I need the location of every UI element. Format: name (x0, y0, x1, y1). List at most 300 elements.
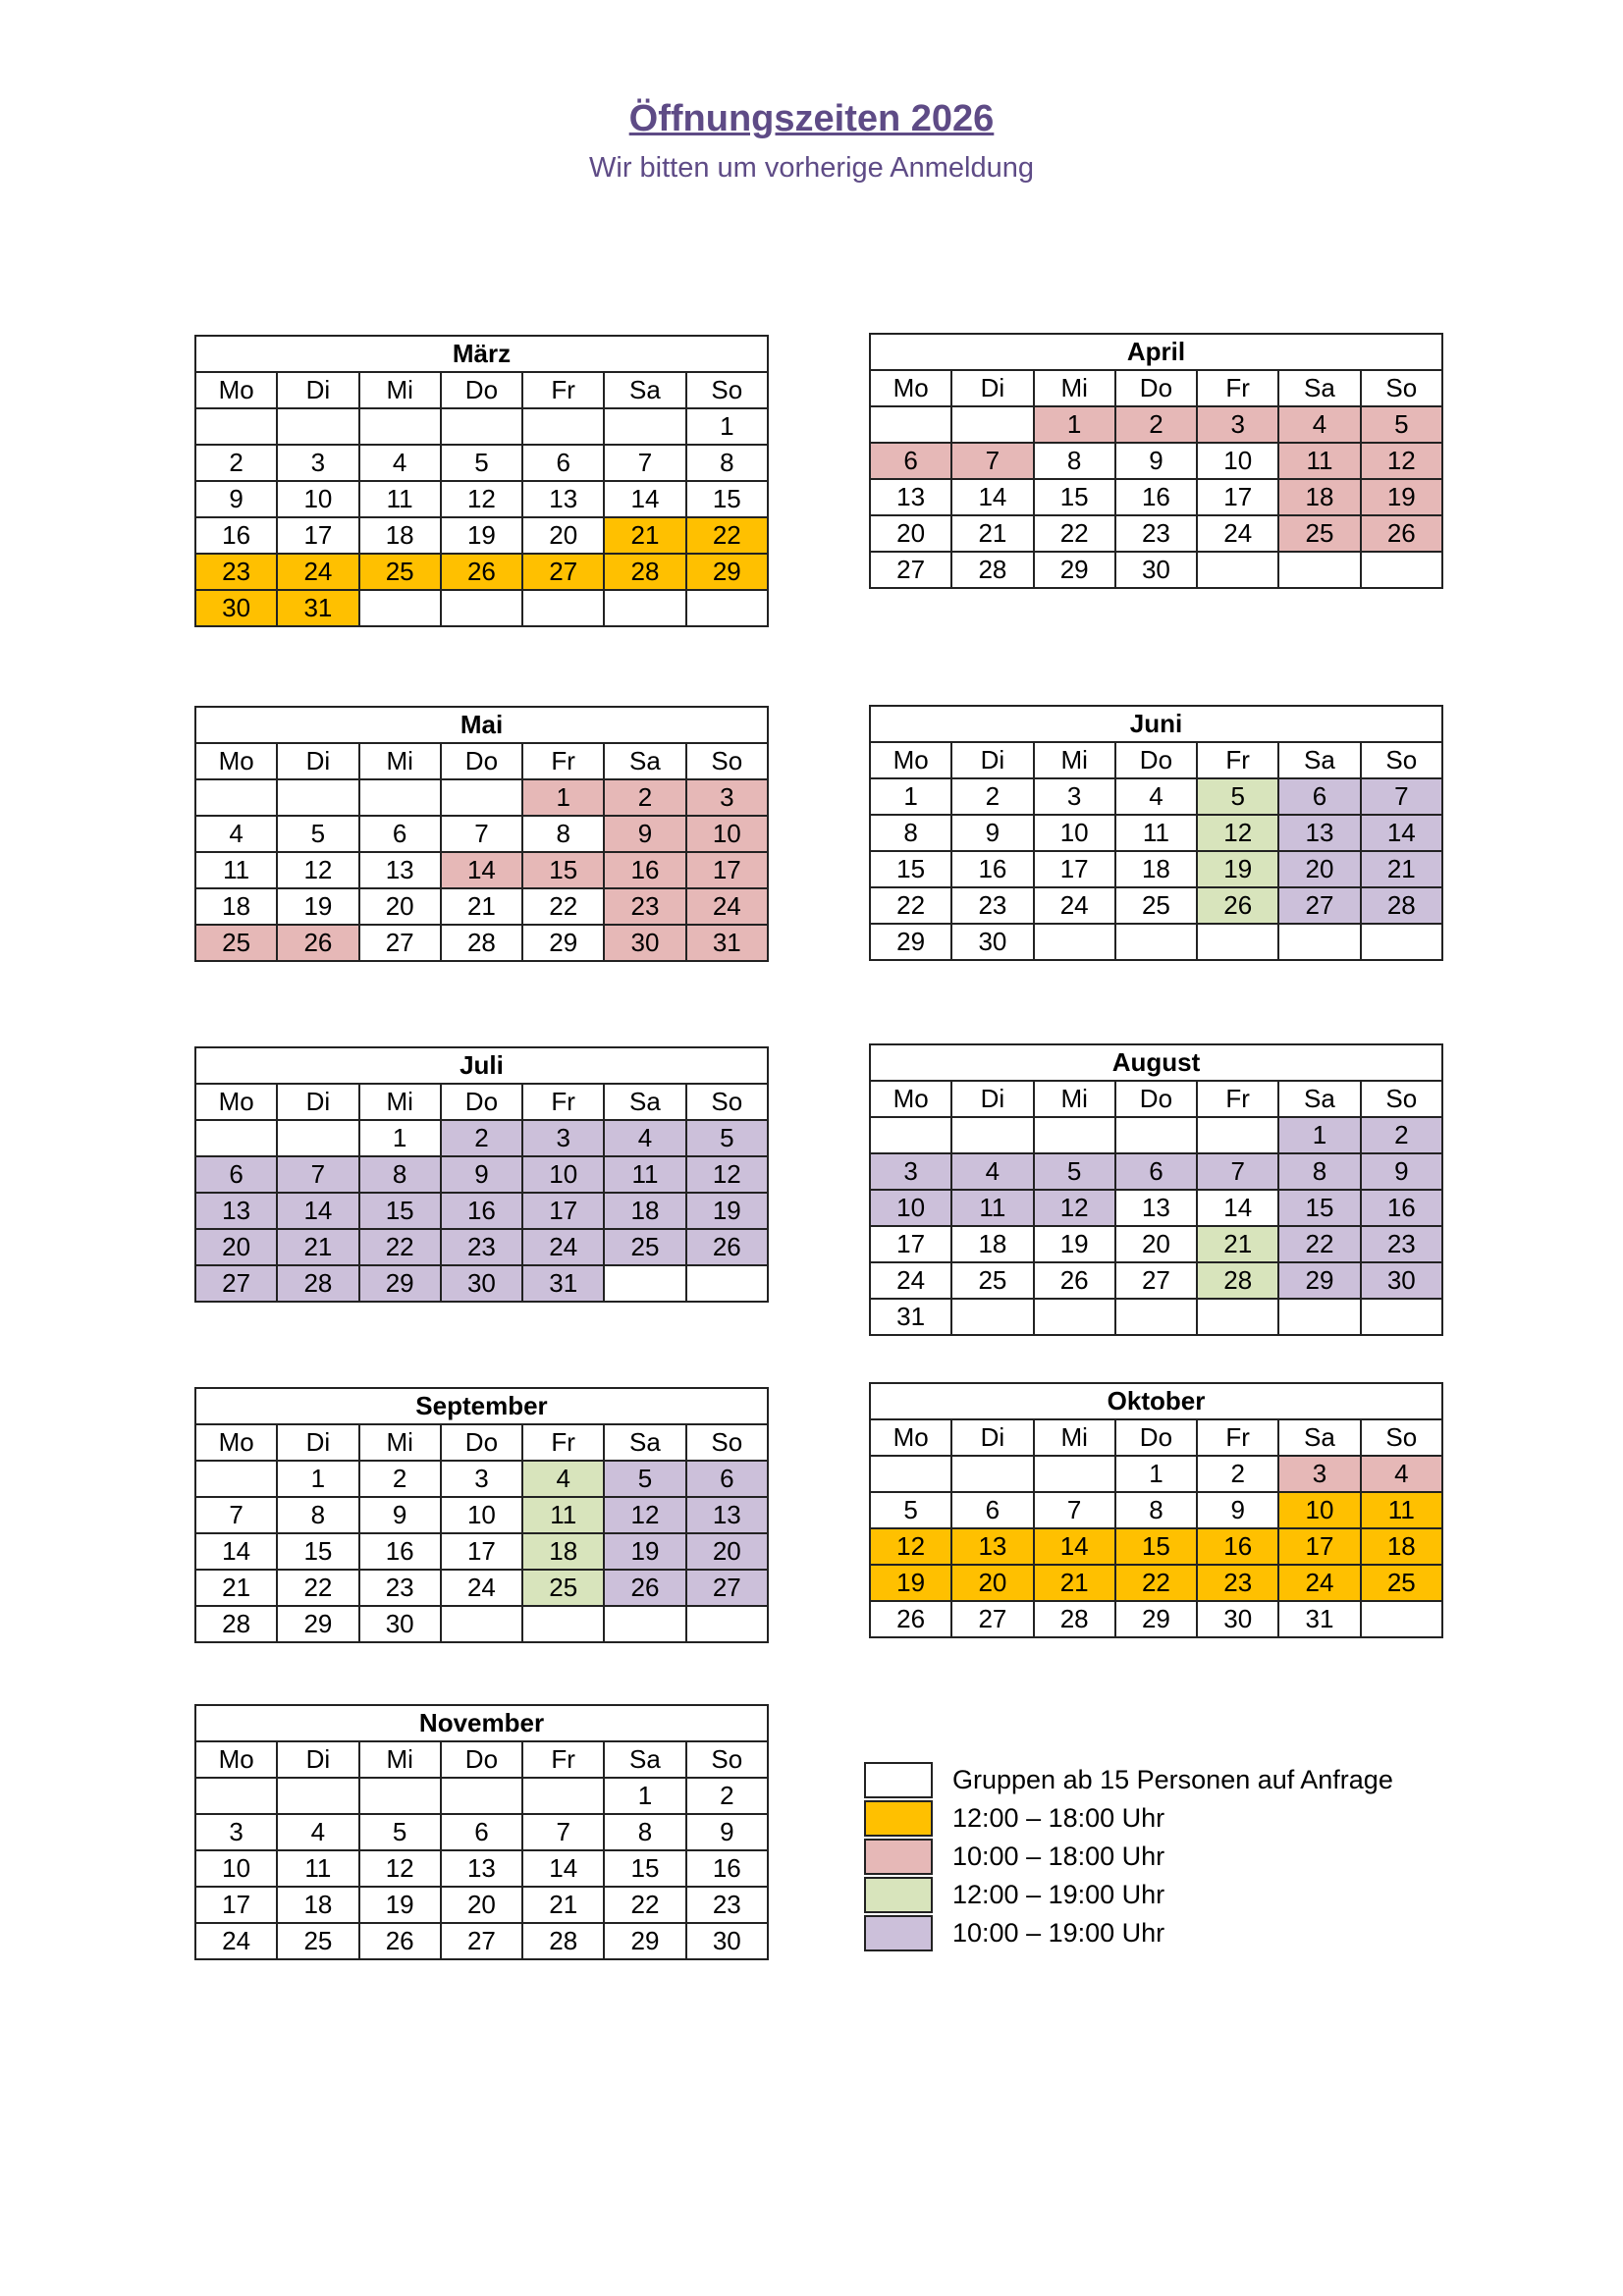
day-cell: 23 (359, 1570, 441, 1606)
day-cell: 10 (277, 481, 358, 517)
day-cell: 14 (277, 1193, 358, 1229)
day-cell: 8 (1278, 1153, 1360, 1190)
weekday-header: Do (441, 743, 522, 779)
day-cell: 29 (1034, 552, 1115, 588)
day-cell: 28 (441, 925, 522, 961)
day-cell: 15 (870, 851, 951, 887)
day-cell: 25 (1115, 887, 1197, 924)
calendar-november (194, 1704, 769, 1960)
day-cell: 12 (1361, 443, 1442, 479)
day-cell: 7 (1034, 1492, 1115, 1528)
weekday-header: Do (1115, 1081, 1197, 1117)
day-cell: 7 (1197, 1153, 1278, 1190)
legend-swatch (864, 1877, 933, 1913)
day-cell: 16 (604, 852, 685, 888)
day-cell: 12 (1197, 815, 1278, 851)
weekday-header: Mi (359, 1741, 441, 1778)
day-cell: 14 (951, 479, 1033, 515)
legend-label: 10:00 – 19:00 Uhr (952, 1918, 1165, 1948)
day-cell: 1 (1115, 1456, 1197, 1492)
day-cell: 30 (195, 590, 277, 626)
day-cell: 21 (522, 1887, 604, 1923)
weekday-header: So (686, 1424, 768, 1461)
empty-cell (686, 1265, 768, 1302)
day-cell: 15 (359, 1193, 441, 1229)
day-cell: 18 (951, 1226, 1033, 1262)
day-cell: 11 (951, 1190, 1033, 1226)
day-cell: 16 (951, 851, 1033, 887)
day-cell: 29 (686, 554, 768, 590)
day-cell: 12 (277, 852, 358, 888)
weekday-header: Mi (359, 372, 441, 408)
day-cell: 1 (1034, 406, 1115, 443)
day-cell: 26 (604, 1570, 685, 1606)
day-cell: 19 (277, 888, 358, 925)
day-cell: 16 (1361, 1190, 1442, 1226)
calendar-august (869, 1043, 1443, 1336)
empty-cell (441, 1778, 522, 1814)
empty-cell (195, 1461, 277, 1497)
empty-cell (359, 779, 441, 816)
day-cell: 29 (604, 1923, 685, 1959)
empty-cell (1197, 1117, 1278, 1153)
weekday-header: Mo (870, 1419, 951, 1456)
day-cell: 13 (522, 481, 604, 517)
day-cell: 26 (359, 1923, 441, 1959)
day-cell: 12 (359, 1850, 441, 1887)
day-cell: 21 (277, 1229, 358, 1265)
day-cell: 19 (1197, 851, 1278, 887)
day-cell: 17 (1034, 851, 1115, 887)
day-cell: 25 (1361, 1565, 1442, 1601)
weekday-header: Mo (195, 743, 277, 779)
day-cell: 11 (277, 1850, 358, 1887)
day-cell: 14 (1361, 815, 1442, 851)
day-cell: 25 (951, 1262, 1033, 1299)
day-cell: 7 (522, 1814, 604, 1850)
empty-cell (1278, 1299, 1360, 1335)
empty-cell (1034, 924, 1115, 960)
month-title: Mai (195, 707, 768, 743)
empty-cell (522, 408, 604, 445)
weekday-header: Mi (1034, 1419, 1115, 1456)
day-cell: 3 (522, 1120, 604, 1156)
empty-cell (359, 408, 441, 445)
day-cell: 9 (686, 1814, 768, 1850)
day-cell: 7 (441, 816, 522, 852)
weekday-header: Sa (604, 1084, 685, 1120)
day-cell: 21 (1361, 851, 1442, 887)
day-cell: 16 (686, 1850, 768, 1887)
empty-cell (951, 406, 1033, 443)
day-cell: 31 (277, 590, 358, 626)
day-cell: 11 (604, 1156, 685, 1193)
day-cell: 2 (1197, 1456, 1278, 1492)
day-cell: 20 (1115, 1226, 1197, 1262)
day-cell: 4 (604, 1120, 685, 1156)
weekday-header: Fr (1197, 1419, 1278, 1456)
empty-cell (604, 1265, 685, 1302)
day-cell: 6 (359, 816, 441, 852)
day-cell: 10 (1034, 815, 1115, 851)
day-cell: 7 (1361, 778, 1442, 815)
weekday-header: Sa (1278, 1419, 1360, 1456)
day-cell: 24 (870, 1262, 951, 1299)
empty-cell (277, 408, 358, 445)
day-cell: 30 (359, 1606, 441, 1642)
day-cell: 29 (1115, 1601, 1197, 1637)
month-title: November (195, 1705, 768, 1741)
empty-cell (604, 408, 685, 445)
day-cell: 21 (951, 515, 1033, 552)
day-cell: 8 (522, 816, 604, 852)
weekday-header: Fr (522, 1424, 604, 1461)
legend-swatch (864, 1915, 933, 1951)
weekday-header: Di (277, 1424, 358, 1461)
day-cell: 23 (1361, 1226, 1442, 1262)
weekday-header: Mo (870, 1081, 951, 1117)
weekday-header: Mi (1034, 1081, 1115, 1117)
day-cell: 8 (870, 815, 951, 851)
day-cell: 14 (604, 481, 685, 517)
day-cell: 9 (1197, 1492, 1278, 1528)
day-cell: 24 (686, 888, 768, 925)
day-cell: 4 (359, 445, 441, 481)
day-cell: 23 (604, 888, 685, 925)
month-title: April (870, 334, 1442, 370)
day-cell: 11 (1278, 443, 1360, 479)
day-cell: 27 (1278, 887, 1360, 924)
day-cell: 23 (441, 1229, 522, 1265)
day-cell: 4 (951, 1153, 1033, 1190)
calendar-september (194, 1387, 769, 1643)
weekday-header: Sa (1278, 370, 1360, 406)
weekday-header: Sa (604, 743, 685, 779)
empty-cell (277, 779, 358, 816)
month-title: September (195, 1388, 768, 1424)
weekday-header: Fr (522, 1741, 604, 1778)
empty-cell (522, 590, 604, 626)
day-cell: 21 (604, 517, 685, 554)
day-cell: 28 (951, 552, 1033, 588)
weekday-header: Mi (359, 1424, 441, 1461)
day-cell: 22 (522, 888, 604, 925)
empty-cell (870, 1456, 951, 1492)
day-cell: 26 (1361, 515, 1442, 552)
day-cell: 2 (1361, 1117, 1442, 1153)
weekday-header: So (686, 372, 768, 408)
weekday-header: Di (951, 742, 1033, 778)
weekday-header: Mo (195, 1084, 277, 1120)
day-cell: 5 (1034, 1153, 1115, 1190)
day-cell: 8 (1115, 1492, 1197, 1528)
empty-cell (441, 779, 522, 816)
weekday-header: Mo (870, 742, 951, 778)
day-cell: 30 (1115, 552, 1197, 588)
empty-cell (951, 1456, 1033, 1492)
month-title: August (870, 1044, 1442, 1081)
day-cell: 23 (195, 554, 277, 590)
day-cell: 12 (686, 1156, 768, 1193)
empty-cell (277, 1120, 358, 1156)
weekday-header: Fr (1197, 370, 1278, 406)
day-cell: 13 (870, 479, 951, 515)
day-cell: 2 (441, 1120, 522, 1156)
day-cell: 16 (441, 1193, 522, 1229)
day-cell: 16 (195, 517, 277, 554)
day-cell: 4 (522, 1461, 604, 1497)
empty-cell (1034, 1456, 1115, 1492)
day-cell: 7 (604, 445, 685, 481)
day-cell: 4 (195, 816, 277, 852)
day-cell: 5 (1197, 778, 1278, 815)
empty-cell (686, 590, 768, 626)
day-cell: 10 (686, 816, 768, 852)
day-cell: 19 (359, 1887, 441, 1923)
day-cell: 18 (195, 888, 277, 925)
day-cell: 18 (1278, 479, 1360, 515)
day-cell: 2 (359, 1461, 441, 1497)
day-cell: 5 (604, 1461, 685, 1497)
day-cell: 6 (686, 1461, 768, 1497)
day-cell: 9 (195, 481, 277, 517)
day-cell: 30 (951, 924, 1033, 960)
weekday-header: Do (441, 1424, 522, 1461)
day-cell: 2 (604, 779, 685, 816)
empty-cell (870, 1117, 951, 1153)
day-cell: 14 (1034, 1528, 1115, 1565)
weekday-header: Do (1115, 1419, 1197, 1456)
day-cell: 3 (1197, 406, 1278, 443)
day-cell: 13 (951, 1528, 1033, 1565)
day-cell: 26 (686, 1229, 768, 1265)
day-cell: 1 (686, 408, 768, 445)
day-cell: 25 (522, 1570, 604, 1606)
day-cell: 27 (195, 1265, 277, 1302)
day-cell: 9 (359, 1497, 441, 1533)
empty-cell (195, 1120, 277, 1156)
day-cell: 2 (1115, 406, 1197, 443)
weekday-header: So (1361, 1081, 1442, 1117)
empty-cell (1361, 1299, 1442, 1335)
empty-cell (1361, 552, 1442, 588)
weekday-header: Do (1115, 370, 1197, 406)
day-cell: 25 (1278, 515, 1360, 552)
day-cell: 27 (870, 552, 951, 588)
day-cell: 29 (359, 1265, 441, 1302)
day-cell: 10 (870, 1190, 951, 1226)
day-cell: 10 (195, 1850, 277, 1887)
day-cell: 10 (441, 1497, 522, 1533)
day-cell: 27 (441, 1923, 522, 1959)
weekday-header: Mo (195, 372, 277, 408)
day-cell: 19 (686, 1193, 768, 1229)
day-cell: 1 (277, 1461, 358, 1497)
empty-cell (1197, 924, 1278, 960)
day-cell: 30 (1197, 1601, 1278, 1637)
day-cell: 6 (951, 1492, 1033, 1528)
day-cell: 28 (1034, 1601, 1115, 1637)
empty-cell (1115, 1299, 1197, 1335)
day-cell: 6 (441, 1814, 522, 1850)
empty-cell (1197, 1299, 1278, 1335)
empty-cell (870, 406, 951, 443)
empty-cell (1278, 924, 1360, 960)
day-cell: 11 (359, 481, 441, 517)
day-cell: 17 (277, 517, 358, 554)
day-cell: 8 (277, 1497, 358, 1533)
day-cell: 8 (1034, 443, 1115, 479)
day-cell: 13 (1278, 815, 1360, 851)
empty-cell (951, 1117, 1033, 1153)
weekday-header: Mi (1034, 742, 1115, 778)
weekday-header: Di (277, 743, 358, 779)
day-cell: 27 (686, 1570, 768, 1606)
empty-cell (1197, 552, 1278, 588)
day-cell: 17 (1278, 1528, 1360, 1565)
weekday-header: Di (277, 1084, 358, 1120)
day-cell: 20 (686, 1533, 768, 1570)
day-cell: 11 (1115, 815, 1197, 851)
day-cell: 3 (870, 1153, 951, 1190)
page-title: Öffnungszeiten 2026 (628, 98, 995, 139)
day-cell: 31 (1278, 1601, 1360, 1637)
day-cell: 24 (1034, 887, 1115, 924)
day-cell: 29 (522, 925, 604, 961)
day-cell: 13 (1115, 1190, 1197, 1226)
day-cell: 26 (870, 1601, 951, 1637)
day-cell: 10 (522, 1156, 604, 1193)
day-cell: 17 (870, 1226, 951, 1262)
day-cell: 22 (1115, 1565, 1197, 1601)
day-cell: 20 (195, 1229, 277, 1265)
calendar-april (869, 333, 1443, 589)
weekday-header: So (1361, 742, 1442, 778)
day-cell: 17 (195, 1887, 277, 1923)
calendar-juni (869, 705, 1443, 961)
day-cell: 15 (686, 481, 768, 517)
weekday-header: Mo (870, 370, 951, 406)
day-cell: 22 (604, 1887, 685, 1923)
weekday-header: Do (441, 372, 522, 408)
day-cell: 21 (1197, 1226, 1278, 1262)
day-cell: 30 (604, 925, 685, 961)
month-title: Oktober (870, 1383, 1442, 1419)
day-cell: 12 (604, 1497, 685, 1533)
day-cell: 27 (522, 554, 604, 590)
day-cell: 24 (1197, 515, 1278, 552)
weekday-header: Do (1115, 742, 1197, 778)
month-title: März (195, 336, 768, 372)
day-cell: 21 (441, 888, 522, 925)
day-cell: 22 (1034, 515, 1115, 552)
day-cell: 27 (951, 1601, 1033, 1637)
legend-label: 12:00 – 18:00 Uhr (952, 1803, 1165, 1833)
day-cell: 6 (1278, 778, 1360, 815)
day-cell: 27 (359, 925, 441, 961)
day-cell: 24 (441, 1570, 522, 1606)
empty-cell (1278, 552, 1360, 588)
day-cell: 6 (1115, 1153, 1197, 1190)
day-cell: 7 (951, 443, 1033, 479)
weekday-header: Sa (604, 1424, 685, 1461)
day-cell: 18 (359, 517, 441, 554)
day-cell: 17 (522, 1193, 604, 1229)
day-cell: 24 (522, 1229, 604, 1265)
day-cell: 18 (277, 1887, 358, 1923)
day-cell: 20 (951, 1565, 1033, 1601)
day-cell: 26 (1034, 1262, 1115, 1299)
weekday-header: So (686, 743, 768, 779)
day-cell: 14 (195, 1533, 277, 1570)
empty-cell (1361, 924, 1442, 960)
weekday-header: Di (277, 372, 358, 408)
empty-cell (359, 590, 441, 626)
weekday-header: Fr (1197, 742, 1278, 778)
day-cell: 5 (1361, 406, 1442, 443)
day-cell: 16 (1197, 1528, 1278, 1565)
day-cell: 3 (686, 779, 768, 816)
day-cell: 10 (1278, 1492, 1360, 1528)
day-cell: 4 (277, 1814, 358, 1850)
day-cell: 2 (686, 1778, 768, 1814)
day-cell: 28 (277, 1265, 358, 1302)
day-cell: 4 (1361, 1456, 1442, 1492)
day-cell: 6 (522, 445, 604, 481)
day-cell: 15 (1034, 479, 1115, 515)
day-cell: 15 (1278, 1190, 1360, 1226)
day-cell: 11 (522, 1497, 604, 1533)
calendar-juli (194, 1046, 769, 1303)
day-cell: 14 (522, 1850, 604, 1887)
empty-cell (1034, 1117, 1115, 1153)
day-cell: 3 (277, 445, 358, 481)
day-cell: 8 (686, 445, 768, 481)
empty-cell (522, 1778, 604, 1814)
day-cell: 30 (441, 1265, 522, 1302)
day-cell: 28 (195, 1606, 277, 1642)
day-cell: 3 (441, 1461, 522, 1497)
day-cell: 18 (1361, 1528, 1442, 1565)
day-cell: 22 (359, 1229, 441, 1265)
day-cell: 25 (359, 554, 441, 590)
day-cell: 15 (604, 1850, 685, 1887)
empty-cell (1361, 1601, 1442, 1637)
day-cell: 22 (870, 887, 951, 924)
weekday-header: Fr (1197, 1081, 1278, 1117)
day-cell: 2 (951, 778, 1033, 815)
day-cell: 17 (1197, 479, 1278, 515)
empty-cell (1115, 1117, 1197, 1153)
day-cell: 4 (1115, 778, 1197, 815)
day-cell: 6 (195, 1156, 277, 1193)
day-cell: 16 (1115, 479, 1197, 515)
day-cell: 3 (195, 1814, 277, 1850)
weekday-header: Fr (522, 743, 604, 779)
day-cell: 22 (1278, 1226, 1360, 1262)
day-cell: 11 (1361, 1492, 1442, 1528)
empty-cell (1115, 924, 1197, 960)
weekday-header: Di (951, 1081, 1033, 1117)
day-cell: 30 (686, 1923, 768, 1959)
day-cell: 5 (870, 1492, 951, 1528)
day-cell: 31 (686, 925, 768, 961)
empty-cell (522, 1606, 604, 1642)
day-cell: 9 (441, 1156, 522, 1193)
day-cell: 13 (441, 1850, 522, 1887)
day-cell: 6 (870, 443, 951, 479)
weekday-header: So (1361, 1419, 1442, 1456)
